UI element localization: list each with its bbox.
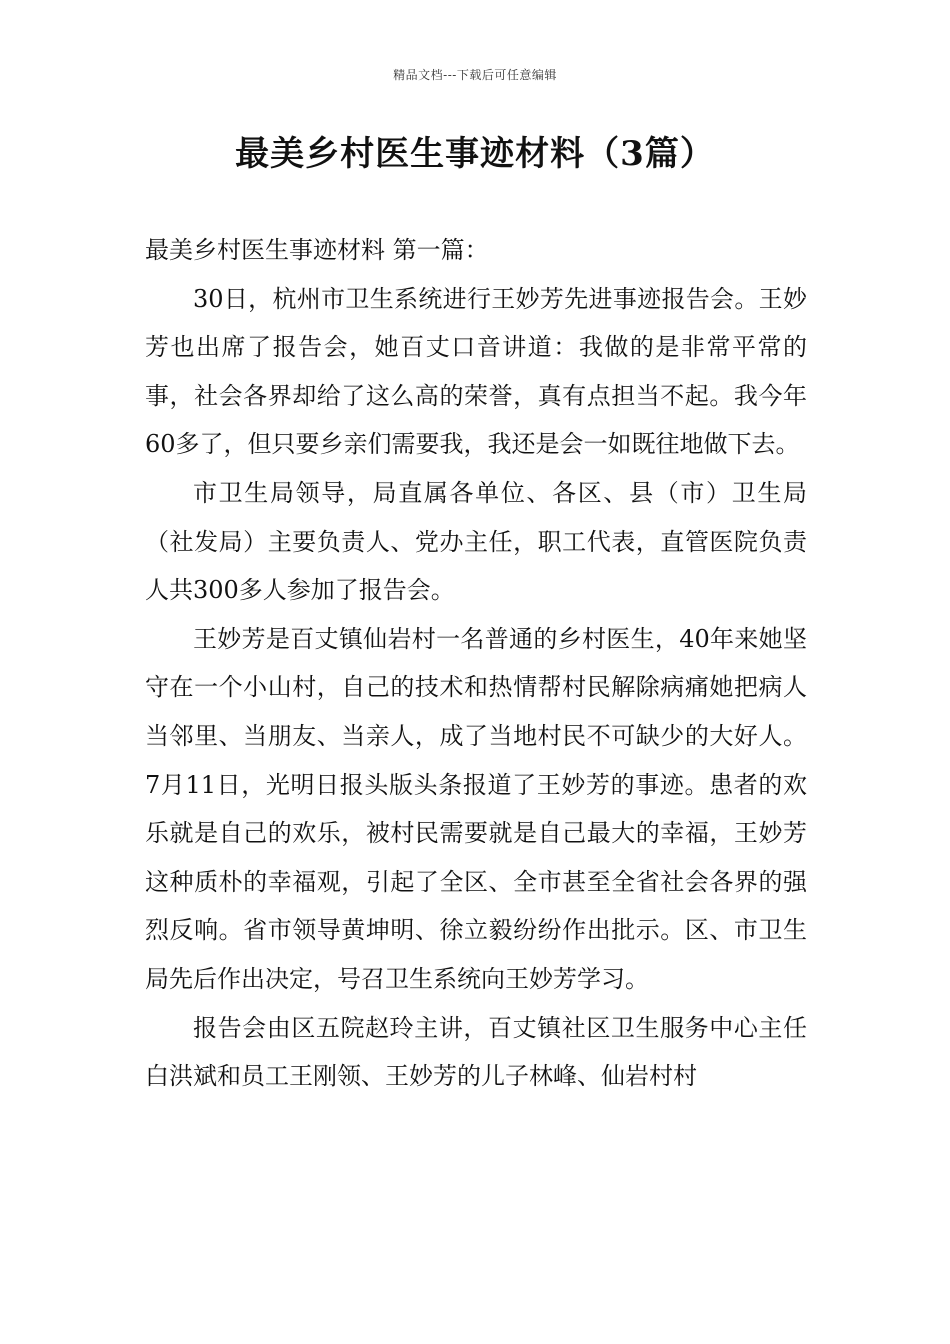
paragraph: 报告会由区五院赵玲主讲，百丈镇社区卫生服务中心主任白洪斌和员工王刚领、王妙芳的儿子林峰、仙岩村村 [145,1013,807,1091]
header-note: 精品文档---下载后可任意编辑 [393,68,557,82]
paragraph: 30日，杭州市卫生系统进行王妙芳先进事迹报告会。王妙芳也出席了报告会，她百丈口音讲道：我做的是非常平常的事，社会各界却给了这么高的荣誉，真有点担当不起。我今年60多了，但只要乡亲们需要我，我还是会一如既往地做下去。 [145,284,807,459]
paragraph: 王妙芳是百丈镇仙岩村一名普通的乡村医生，40年来她坚守在一个小山村，自己的技术和热情帮村民解除病痛她把病人当邻里、当朋友、当亲人，成了当地村民不可缺少的大好人。7月11日，光明日报头版头条报道了王妙芳的事迹。患者的欢乐就是自己的欢乐，被村民需要就是自己最大的幸福，王妙芳这种质朴的幸福观，引起了全区、全市甚至全省社会各界的强烈反响。省市领导黄坤明、徐立毅纷纷作出批示。区、市卫生局先后作出决定，号召卫生系统向王妙芳学习。 [145,624,807,993]
paragraph: 市卫生局领导，局直属各单位、各区、县（市）卫生局（社发局）主要负责人、党办主任，职工代表，直管医院负责人共300多人参加了报告会。 [145,478,807,605]
document-body [145,226,807,1101]
document-title: 最美乡村医生事迹材料（3篇） [235,134,715,174]
section-heading: 最美乡村医生事迹材料 第一篇： [145,236,489,264]
